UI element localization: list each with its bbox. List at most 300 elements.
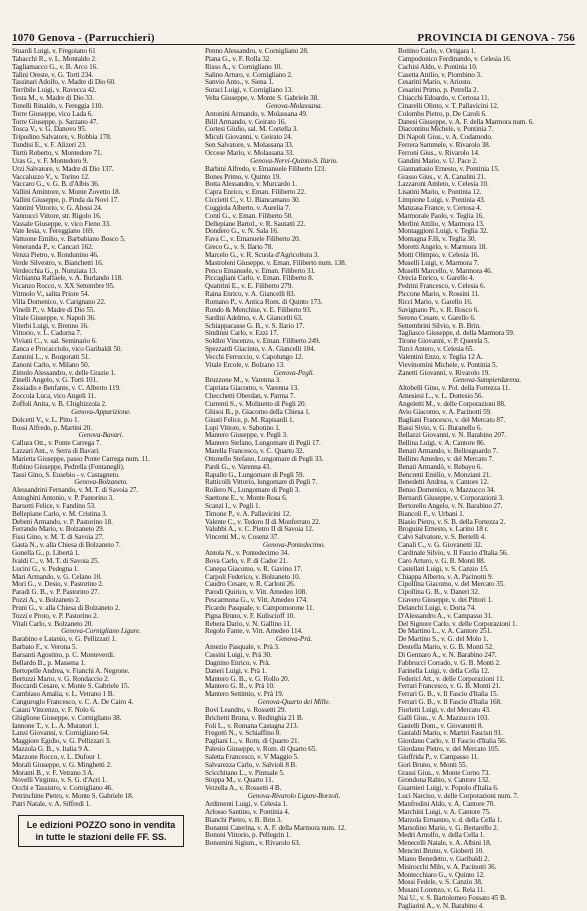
directory-entry: Antoghini Antonio, v. P. Pastorino 3.: [12, 494, 114, 503]
directory-entry: Giannattasio Ernesto, v. Pontinia 15.: [398, 164, 500, 173]
directory-entry: Coggiola Alberto, v. Aurelia 7.: [205, 203, 291, 212]
directory-entry: Bruzzone M., v. Varenna 3.: [205, 376, 281, 385]
directory-entry: Parodi Quirico, v. Vitt. Amedeo 108.: [205, 588, 307, 597]
directory-entry: Bellardo B., p. Massena 1.: [12, 658, 86, 667]
directory-entry: Maggiore Egidio, v. G. Pellizzari 3.: [12, 737, 111, 746]
directory-entry: Cipollina G. B., v. Daneri 32.: [398, 588, 480, 597]
directory-entry: Salvarezza Carlo, v. Salvioli 8 B.: [205, 760, 297, 769]
directory-entry: Caudro Cesare, v. R. Carloni 26.: [205, 580, 296, 589]
directory-entry: Marzola Ermanno, v. d. della Cella 1.: [398, 815, 503, 824]
directory-entry: Zissiadis e Benfante, v. C. Alberto 119.: [12, 384, 121, 393]
directory-entry: D'Alessandro A., v. Campasso 31.: [398, 611, 493, 620]
directory-entry: Ricci Mario, v. Garello 16.: [398, 298, 473, 306]
directory-entry: Galli Gius., v. A. Mazzucco 103.: [398, 713, 489, 722]
directory-entry: Novelli Virginio, v. S. G. d'Acri 1.: [12, 776, 107, 785]
directory-entry: Ferrari G. B., v. Il Fascio d'Italia 168.: [398, 698, 502, 707]
directory-entry: Muselli Luigi, v. Marmora 7.: [398, 258, 479, 267]
section-heading: Genova-Apparizione.: [71, 407, 131, 416]
header-left: 1070 Genova - (Parrucchieri): [12, 32, 155, 44]
directory-entry: Lupi Vittore, v. Sabotino 1.: [205, 423, 281, 432]
directory-entry: Avio Giacomo, v. A. Pacinotti 59.: [398, 407, 492, 416]
section-heading: Genova-Molassana.: [265, 101, 323, 110]
directory-entry: Montagna F.lli, v. Teglia 30.: [398, 235, 477, 244]
directory-entry: Giordano Pietro, v. del Mercato 105.: [398, 745, 500, 754]
directory-entry: Mastroleni Giuseppe, v. Eman. Filiberto num. 138.: [205, 258, 347, 267]
directory-entry: Ferrando Mario, v. Bolzaneto 29.: [12, 525, 105, 534]
directory-entry: Amezio Pasquale, v. Prà 3.: [205, 643, 280, 652]
directory-entry: Rondo & Menchise, v. E. Filiberto 93.: [205, 305, 312, 314]
directory-entry: Diacontinu Michele, v. Pontinia 7.: [398, 125, 494, 134]
directory-entry: Biancoli F., v. Urbani 1.: [398, 509, 465, 518]
directory-entry: Ferrari Francesco, v. G. B. Monti 21.: [398, 682, 501, 691]
directory-entry: Vaccaro G., v. G. B. d'Albis 36.: [12, 180, 100, 189]
directory-entry: Arlosso Santino, v. Pontinia 4.: [205, 807, 290, 816]
directory-entry: Zimolo Alessandro, v. delle Grazie 1.: [12, 368, 116, 377]
directory-entry: Roilero N., Lungomare di Pegli 3.: [205, 486, 300, 495]
directory-entry: Moretti Angelo, v. Marmora 18.: [398, 243, 487, 252]
column-1: [12, 48, 190, 847]
directory-entry: Timone P., v. A. Pallavicini 12.: [205, 509, 291, 518]
directory-entry: Montecchiaro G., v. Quinto 12.: [398, 870, 485, 879]
directory-entry: Cesarini Primo, p. Petrella 2.: [398, 86, 479, 95]
directory-entry: Occese Mario, v. Molassana 33.: [205, 148, 294, 157]
directory-entry: Mori G., v. Desio, v. Pastorino 2.: [12, 580, 104, 589]
directory-entry: Penco Emanuele, v. Eman. Filiberto 31.: [205, 266, 316, 275]
directory-entry: Guarnieri Luigi, v. Popolo d'Italia 6.: [398, 784, 499, 793]
directory-entry: Veneranda P., v. Cancari 162.: [12, 243, 94, 252]
directory-entry: Torre Giuseppe, vico Lada 6.: [12, 109, 93, 118]
directory-entry: Orecia Enrico, v. Garello 4.: [398, 274, 475, 283]
directory-entry: Pozzi A., v. Bolzaneto 2.: [12, 596, 81, 605]
directory-entry: Vattuone Emilio, v. Barbabiano Bosco 5.: [12, 235, 126, 244]
directory-entry: Mari Armando, v. G. Celano 10.: [12, 572, 102, 581]
running-header: [12, 30, 575, 45]
directory-entry: Fabbrucci Corrado, v. G. B. Monti 2.: [398, 658, 501, 667]
directory-entry: Rubino Giuseppe, Pedrella (Fontanegli).: [12, 462, 125, 471]
directory-entry: Dondero G., v. N. Sala 16.: [205, 227, 279, 236]
directory-entry: Zinelli Angelo, v. G. Torti 101.: [12, 376, 98, 385]
directory-entry: Vitale Giuseppe, v. Napoli 36.: [12, 313, 96, 322]
directory-entry: Zanoni Carlo, v. Milano 50.: [12, 360, 90, 369]
directory-entry: Mantero Settimio, v. Prà 19.: [205, 690, 284, 699]
directory-entry: Piana G., v. F. Rolla 32.: [205, 54, 271, 63]
directory-entry: Mantero G. B., v. G. Rollo 20.: [205, 674, 290, 683]
directory-entry: Bovi Leandro, v. Rossetti 29.: [205, 705, 287, 714]
directory-entry: Cesarini Mario, v. Ariosto.: [398, 78, 472, 87]
directory-entry: Barbini Alfredo, v. Emanuele Filiberto 123.: [205, 164, 326, 173]
directory-entry: Tassi Gino, S. Eusebio - v. Castagneto.: [12, 470, 120, 479]
directory-entry: Debeni Armando, v. P. Pastorino 18.: [12, 517, 113, 526]
section-heading: Genova-Bolzaneto.: [74, 478, 128, 487]
directory-entry: Bellina Luigi, v. A. Cantore 86.: [398, 439, 486, 448]
directory-entry: Ivaldi C., v. M. T. di Savoia 25.: [12, 556, 100, 565]
directory-entry: Fava C., v. Emanuele Filiberto 20.: [205, 235, 301, 244]
directory-entry: Rossi Alfredo, p. Martini 20.: [12, 423, 92, 432]
directory-entry: Bertorello Angelo, v. N. Barabino 27.: [398, 501, 503, 510]
directory-entry: Caro Arturo, v. G. B. Monti 88.: [398, 556, 486, 565]
directory-entry: Suraci Luigi, v. Cornigliano 13.: [205, 86, 293, 95]
directory-entry: Conti G., v. Eman. Filiberto 50.: [205, 211, 293, 220]
directory-entry: Vievinomini Michele, v. Pontinia 5.: [398, 360, 498, 369]
directory-entry: Lucini G., v. Pedegna 1.: [12, 564, 79, 573]
directory-entry: Iannone T., v. L. A. Muratori 1.: [12, 721, 99, 730]
directory-entry: Daneri Luigi, v. Prà 1.: [205, 666, 267, 675]
directory-entry: Tabacchi R., v. L. Montaldo 2.: [12, 54, 97, 63]
directory-entry: Turci Antero, v. Celesia 65.: [398, 345, 475, 354]
directory-entry: Bertopelle Andrea, v. Franchi A. Negrone.: [12, 666, 130, 675]
directory-entry: Morali Giuseppe, v. G. Minghetti 2.: [12, 760, 112, 769]
directory-entry: Pagliani L., v. Rom. di Quarto 21.: [205, 737, 300, 746]
directory-entry: Benedetti Andrea, v. Cantore 12.: [398, 478, 489, 487]
directory-entry: Savignano Pr., v. R. Bosco 6.: [398, 305, 479, 314]
directory-entry: Barsanti Agostino, p. C. Monteverdi.: [12, 650, 115, 659]
directory-entry: Muselli Marcello, v. Marmora 46.: [398, 266, 493, 275]
directory-entry: Piccagliani Carlo, v. Eman. Filiberto 8.: [205, 274, 314, 283]
directory-entry: Vallini Giuseppe, p. Pinda da Novi 17.: [12, 196, 119, 205]
directory-entry: Gastaldi Mario, v. Martiri Fascisti 91.: [398, 729, 503, 738]
directory-entry: Gonella G., p. Libertà 1.: [12, 549, 80, 557]
directory-entry: Petrinchine Pietro, v. Monte S. Gabriele 18.: [12, 792, 134, 801]
directory-entry: Bellepiane Carlo, v. M. Cristina 3.: [12, 509, 108, 518]
directory-entry: Vassale Giuseppe, v. vico Fieno 33.: [12, 219, 111, 228]
directory-entry: Tagliamacco G., v. B. Arco 16.: [12, 62, 98, 71]
directory-entry: Pedrini Francesco, v. Celesia 6.: [398, 282, 486, 291]
directory-entry: Grassi Gius., v. Monte Corno 73.: [398, 768, 490, 777]
directory-entry: Quattrini E., v. E. Filiberto 279.: [205, 282, 293, 291]
directory-entry: Lisatini Mario, v. Pontinia 12.: [398, 188, 482, 197]
directory-entry: Checchetti Oberdan, v. Parma 7.: [205, 392, 296, 401]
directory-entry: Capra Enrico, v. Eman. Filiberto 22.: [205, 188, 306, 197]
directory-entry: Vecchi Ferruccio, v. Capolungo 12.: [205, 352, 304, 361]
directory-entry: Mantero G. B., v. Prà 10.: [205, 682, 275, 691]
directory-entry: Boccardi Cesare, v. Monte S. Gabriele 15.: [12, 682, 130, 691]
directory-entry: Bones Primo, v. Quinto 19.: [205, 172, 281, 181]
directory-entry: Benso Domenico, v. Mazzucco 34.: [398, 486, 496, 495]
directory-entry: Nai U., v. S. Bartolomeo Fossato 45 B.: [398, 894, 507, 903]
directory-entry: Tundisi E., v. F. Alizeri 23.: [12, 141, 87, 150]
directory-entry: Antola N., v. Pontedecimo 34.: [205, 549, 290, 557]
directory-entry: Bencretti Emilio, v. Monziani 21.: [398, 470, 492, 479]
directory-entry: Currenti S., v. Molinetto di Pegli 20.: [205, 399, 307, 408]
directory-entry: Valente C., v. Tedoro II di Monferrato 22.: [205, 517, 321, 526]
directory-entry: Marsolino Mario, v. G. Bertarello 2.: [398, 823, 499, 832]
directory-entry: Tagliasco Giuseppe, d. della Marmora 59.: [398, 329, 515, 338]
directory-entry: Bonanni Caterina, v. A. F. della Marmora num. 12.: [205, 823, 346, 832]
directory-entry: Regolo Fante, v. Vitt. Amedeo 114.: [205, 627, 303, 636]
directory-entry: Talini Oreste, v. G. Torti 234.: [12, 70, 94, 79]
directory-entry: Vate Iesia, v. Fereggiano 169.: [12, 227, 95, 236]
directory-entry: Vicanzo Rocco, v. XX Settembre 95.: [12, 282, 115, 291]
section-heading: Genova-Prà.: [275, 635, 313, 644]
directory-entry: Vichianna Raffaele, v. A. Burlando 118.: [12, 274, 123, 283]
directory-entry: Stuardi Luigi, v. Fregoiano 61: [12, 47, 96, 55]
directory-entry: Manzasa France, v. Certosa 4.: [398, 203, 482, 212]
directory-entry: Bagliani Francesco, v. del Mercato 87.: [398, 415, 506, 424]
directory-entry: Medri Arnolfo, v. della Cella 1.: [398, 831, 485, 840]
directory-entry: Settembrini Silvio, v. B. Brin.: [398, 321, 481, 330]
directory-entry: Barsotti Felice, v. Fandino 53.: [12, 501, 96, 510]
directory-entry: Patri Natale, v. A. Siffredi 1.: [12, 800, 91, 808]
directory-entry: Pagliarini A., v. N. Barabino 4.: [398, 901, 484, 910]
directory-entry: Tassinari Adolfo, v. Madre di Dio 60.: [12, 78, 116, 87]
directory-entry: Campodonico Ferdinando, v. Celesia 16.: [398, 54, 512, 63]
directory-entry: Giuffrida P., v. Campasso 11.: [398, 752, 479, 761]
directory-entry: Turtù Roberto, v. Montedore 71.: [12, 148, 103, 157]
directory-entry: Urzi Salvatore, v. Madre di Dio 137.: [12, 164, 114, 173]
directory-entry: Gasta N., v. alla Chiesa di Bolzaneto 7.: [12, 541, 121, 550]
directory-entry: Sereno Cesare, v. Garello 6.: [398, 313, 476, 322]
directory-entry: Catani Vincenzo, v. F. Nolo 6.: [12, 705, 96, 714]
directory-entry: Marietta Giuseppe, passo Ponte Carrega num. 11.: [12, 454, 150, 463]
section-heading: Genova-Sampierdarena.: [452, 376, 522, 385]
directory-entry: Soldini Vincenzo, v. Eman. Filiberto 249.: [205, 337, 321, 346]
directory-entry: Canali C., v. G. Giovanetti 32.: [398, 541, 483, 550]
directory-entry: Cinarelli Olinto, v. T. Pallavicini 12.: [398, 101, 499, 110]
directory-entry: Saettone E., v. Monte Rosa 6.: [205, 494, 288, 503]
directory-entry: Cambiaso Amalia, v. L. Vetrano 1 B.: [12, 690, 115, 699]
directory-entry: Ferrera Sammele, v. Rivarolo 38.: [398, 141, 491, 150]
directory-entry: Zanetti Giovanni, v. Rivarolo 19.: [398, 368, 490, 377]
directory-entry: Tosca V., v. G. Danovo 95.: [12, 125, 87, 134]
directory-entry: Misirocchi Milo, v. A. Pacinotti 36.: [398, 862, 497, 871]
directory-entry: Torre Giuseppe, p. Sarzano 47.: [12, 117, 99, 126]
directory-entry: Gori Bruno, v. Monti 55.: [398, 760, 468, 769]
directory-entry: Federici Att., v. delle Corporazioni 11.: [398, 674, 505, 683]
directory-entry: Dagnino Enrico, v. Prà.: [205, 658, 271, 667]
directory-entry: Foli L., v. Romana Castagna 213.: [205, 721, 299, 730]
directory-entry: Ardimenti Luigi, v. Celesia 1.: [205, 800, 288, 808]
section-heading: Genova-Quarto dei Mille.: [257, 698, 331, 707]
directory-entry: Luci Narciso, v. delle Corporazioni num. 7.: [398, 792, 519, 801]
directory-entry: Verzella A., v. Rossetti 4 B.: [205, 784, 282, 793]
directory-entry: Fissi Gino, v. M. T. di Savoia 27.: [12, 533, 104, 542]
column-2: [205, 48, 383, 848]
directory-entry: Scanzi I., v. Pegli 1.: [205, 501, 261, 510]
directory-entry: Montaggioni Luigi, v. Teglia 32.: [398, 227, 489, 236]
directory-entry: Grondona Rabio, v. Cantore 132.: [398, 776, 491, 785]
directory-entry: Risso A., v. Cornigliano 10.: [205, 62, 282, 71]
directory-entry: Del Signore Carlo, v. delle Corporazioni 1.: [398, 619, 518, 628]
directory-entry: Danesi Giuseppe, v. A. F. della Marmora num. 6.: [398, 117, 534, 126]
directory-entry: Zoffoli Anita, v. B. Chighizzola 2.: [12, 399, 107, 408]
directory-entry: Cachisi Aldo, v. Pontinia 10.: [398, 62, 478, 71]
directory-entry: Zannini L., v. Borgoratti 51.: [12, 352, 90, 361]
directory-entry: Picardo Pasquale, v. Campomorone 11.: [205, 603, 315, 612]
notice-line-2: in tutte le stazioni delle FF. SS.: [35, 831, 167, 842]
directory-entry: Chiappa Alberto, v. A. Pacinotti 9.: [398, 572, 494, 581]
directory-entry: Ghisoi B., p. Giacomo della Chiesa 1.: [205, 407, 311, 416]
column-3: [398, 48, 576, 911]
directory-entry: Mossi Fedele, v. S. Canzio 38.: [398, 878, 483, 887]
directory-entry: Vitmolo V., salita Priore 54.: [12, 290, 90, 299]
directory-entry: Capriata Giacomo, v. Varenna 13.: [205, 384, 299, 393]
directory-entry: Musani Lorenzo, v. G. Rela 11.: [398, 886, 486, 895]
directory-entry: Lazzaroni Amleto, v. Celesia 10.: [398, 180, 489, 189]
directory-entry: Occhi e Tassistro, v. Cornigliano 46.: [12, 784, 113, 793]
directory-entry: Mantero Giuseppe, v. Pegli 3.: [205, 431, 288, 440]
directory-entry: Villa Domenico, v. Carignano 22.: [12, 298, 106, 306]
directory-entry: Manfredini Aldo, v. A. Cantore 70.: [398, 800, 495, 808]
directory-entry: Viviani C., v. sal. Seminario 6.: [12, 337, 97, 346]
directory-entry: Dellepiane Bartol., v. R. Sautatti 22.: [205, 219, 306, 228]
directory-entry: Carpoli Federico, v. Bolzaneto 10.: [205, 572, 301, 581]
directory-entry: Moranti B., v. F. Vetrano 3 A.: [12, 768, 94, 777]
directory-entry: Botta Alessandro, v. Murcardo 1.: [205, 180, 297, 189]
directory-entry: Altobelli Gino, v. Pol. della Fortezza 11.: [398, 384, 511, 393]
directory-entry: Cravero Giuseppe, v. dei Pittori 1.: [398, 596, 493, 605]
directory-entry: Merlini Attilio, v. Marmora 13.: [398, 219, 485, 228]
directory-entry: Lazzari Ant., v. Serra di Bavari.: [12, 447, 100, 456]
directory-entry: Di Gennaro A., v. N. Barabino 247.: [398, 650, 497, 659]
directory-entry: Grasso Gius., v. A. Canalini 21.: [398, 172, 486, 181]
directory-entry: Ciccietti C., v. U. Biancamano 30.: [205, 196, 301, 205]
directory-entry: Bellazzi Giovanni, v. N. Barabino 207.: [398, 431, 507, 440]
directory-entry: Ghiglione Giuseppe, v. Cornigliano 38.: [12, 713, 122, 722]
directory-entry: Verde Silvestro, v. Bianchetti 16.: [12, 258, 104, 267]
directory-entry: Stoppa M., v. Quarto 11.: [205, 776, 274, 785]
directory-entry: Pruni G., v. alla Chiesa di Bolzaneto 2.: [12, 603, 120, 612]
directory-entry: Bilil Armando, v. Geirato 16.: [205, 117, 287, 126]
directory-entry: Scicchitano L., v. Pintuale 5.: [205, 768, 285, 777]
directory-entry: Cipollina Giacomo, v. del Mercato 35.: [398, 580, 505, 589]
directory-entry: Mazzola G. B., v. Italia 9 A.: [12, 745, 90, 754]
directory-entry: Sanvio Anto., v. Siena 1.: [205, 78, 274, 87]
directory-entry: Spezzardi Giacinto, v. A. Giancelli 104.: [205, 345, 316, 354]
directory-entry: Lanzi Giovanni, v. Cornigliano 64.: [12, 729, 109, 738]
directory-entry: Valubbi A., v. C. Pietro II di Savoia 12.: [205, 525, 314, 534]
directory-entry: Sindinni Carlo, v. Ezzi 17.: [205, 329, 279, 338]
directory-entry: Bova Carlo, v. P. di Cador 21.: [205, 556, 288, 565]
directory-entry: Marella Francesco, v. C. Quarto 32.: [205, 447, 305, 456]
section-heading: Genova-Pegli.: [273, 368, 315, 377]
directory-entry: Vannini Vittorio, v. G. Alessi 24.: [12, 203, 103, 212]
directory-entry: Mencini Bruno, v. Giobertì 10.: [398, 847, 484, 856]
directory-entry: Colombo Pietro, p. De Caroli 6.: [398, 109, 487, 118]
directory-entry: Greco G., v. S. Ilario 78.: [205, 243, 273, 252]
directory-entry: Benati Armandò, v. Rebayo 6.: [398, 462, 482, 471]
directory-entry: Tonelli Rinaldo, v. Fereggia 110.: [12, 101, 104, 110]
directory-entry: Vannucci Vittore, str. Rigolo 16.: [12, 211, 102, 220]
directory-entry: Ottonello Stefano, Lungomare di Pegli 33.: [205, 454, 324, 463]
directory-entry: Pescarmona G., v. Vitt. Amedeo 174.: [205, 596, 308, 605]
directory-entry: Palesio Giuseppe, v. Rom. di Quarto 65.: [205, 745, 317, 754]
directory-entry: Paradi G. B., v. P. Pastorino 27.: [12, 588, 100, 597]
directory-entry: Zoccola Luca, vico Angeli 11.: [12, 392, 96, 401]
directory-entry: Gandini Mario, v. U. Pace 2.: [398, 156, 478, 165]
directory-entry: Salino Arturo, v. Cornigliano 2.: [205, 70, 293, 79]
directory-entry: Vaccaluzzo V., v. Torino 12.: [12, 172, 90, 181]
directory-entry: Piccone Mario, v. Rossini 11.: [398, 290, 480, 299]
directory-entry: Bononi Vittorio, p. Pellegrin 1.: [205, 831, 291, 840]
directory-entry: Bassi Sivio, v. G. Buranello 6.: [398, 423, 483, 432]
directory-entry: Pigna Bruno, v. F. Kuliscioff 10.: [205, 611, 295, 620]
directory-entry: Mazzone Rocco, v. L. Dufour 1.: [12, 752, 102, 761]
directory-entry: Rapallo G., Lungomare di Pegli 59.: [205, 470, 305, 479]
directory-entry: Bernardi Giuseppe, v. Corporazioni 3.: [398, 494, 504, 503]
directory-entry: Bertuzzi Mario, v. G. Rondaccio 2.: [12, 674, 110, 683]
directory-entry: Fiorletti Luigi, v. del Mercato 43.: [398, 705, 491, 714]
section-heading: Genova-Cornigliano Ligure.: [61, 627, 141, 636]
directory-entry: Barbato F., v. Verona 5.: [12, 643, 78, 652]
directory-entry: Giusti Felice, p. M. Rapisardi 1.: [205, 415, 295, 424]
directory-entry: Bottino Carlo, v. Ortigara 1.: [398, 47, 476, 55]
directory-entry: Gastelli Dom., v. Giovanetti 8.: [398, 721, 484, 730]
directory-entry: Saletta Francesco, v. V Maggio 5.: [205, 752, 299, 761]
directory-entry: Casetta Attilio, v. Piombino 3.: [398, 70, 482, 79]
directory-entry: Pardi G., v. Varenna 43.: [205, 462, 272, 471]
directory-entry: Tripodino Salvatore, v. Robbia 178.: [12, 133, 112, 142]
directory-entry: Callura Ott., v. Ponte Carrega 7.: [12, 439, 102, 448]
directory-entry: Calvi Salvatore, v. S. Bertelli 4.: [398, 533, 486, 542]
directory-entry: Tozzi e Proto, v. P. Pastorino 2.: [12, 611, 99, 620]
directory-entry: Amesiesi L., v. L. Dottesio 56.: [398, 392, 484, 401]
section-heading: Genova-Pontedecimo.: [262, 541, 326, 550]
directory-entry: Romano P., v. Antica Rom. di Quinto 173.: [205, 298, 323, 306]
directory-entry: Terribile Luigi, v. Ravecca 42.: [12, 86, 97, 95]
directory-entry: Ratticolli Vittorio, lungomare di Pegli 7.: [205, 478, 318, 487]
directory-entry: Canguroglo Francesco, v. C. A. De Cairo 4.: [12, 698, 134, 707]
directory-entry: Testa M., v. Madre di Dio 33.: [12, 94, 94, 103]
directory-entry: Vitale Ercole, v. Bolzano 13.: [205, 360, 285, 369]
directory-entry: Sen Salvatore, v. Molassana 33.: [205, 141, 294, 150]
directory-entry: Viterbi Luigi, v. Brenno 16.: [12, 321, 89, 330]
directory-entry: Cardinale Silvio, v. Il Fascio d'Italia 56.: [398, 549, 509, 557]
section-heading: Genova-Rivarolo Ligure-Borzoli.: [247, 792, 341, 801]
directory-entry: Schiappacasse G. B., v. S. Ilario 17.: [205, 321, 305, 330]
directory-entry: Marchini Luigi, v. A. Cantore 75.: [398, 807, 491, 816]
directory-entry: Vitali Carlo, v. Bolzaneto 20.: [12, 619, 93, 628]
notice-line-1: Le edizioni POZZO sono in vendita: [26, 819, 176, 830]
directory-entry: Sardini Adelmo, v. A. Giancelli 63.: [205, 313, 303, 322]
directory-entry: Marcelo G., v. R. Scuola d'Agricoltura 3.: [205, 250, 319, 259]
directory-entry: Angeletti M., v. delle Corporazioni 88.: [398, 399, 506, 408]
directory-entry: Farinella Luigi, v. della Cella 12.: [398, 666, 490, 675]
directory-entry: Dolcetti V., v. L. Pitto 1.: [12, 415, 80, 424]
directory-entry: Bellino Amedeo, v. del Mercato 7.: [398, 454, 494, 463]
directory-entry: Rebera Dario, v. N. Gallino 11.: [205, 619, 292, 628]
directory-entry: Miano Benedetto, v. Garibaldi 2.: [398, 854, 490, 863]
directory-entry: Motti Olimpio, v. Celesia 16.: [398, 250, 480, 259]
directory-entry: Alessandrini Fernando, v. M. T. di Savoia 27.: [12, 486, 139, 495]
directory-entry: Cassini Luigi, v. Prà 30.: [205, 650, 272, 659]
directory-entry: Destefla Mario, v. G. B. Monti 52.: [398, 643, 494, 652]
directory-entry: Penno Alessandro, v. Cornigliano 28.: [205, 47, 309, 55]
directory-entry: Fregotti N., v. Schiaffino 8.: [205, 729, 281, 738]
directory-entry: De Martino S., v. G. del Molo 1.: [398, 635, 489, 644]
directory-entry: Velta Giuseppe, v. Monte S. Gabriele 38.: [205, 94, 319, 103]
directory-entry: Tirone Giovanni, v. P. Querela 5.: [398, 337, 490, 346]
directory-entry: Di Napoli Gius., v. A. Codamodo.: [398, 133, 493, 142]
section-heading: Genova-Bavari.: [78, 431, 124, 440]
directory-entry: Brichetti Bruna, v. Redinghia 21 B.: [205, 713, 304, 722]
directory-entry: Menecelli Natale, v. A. Albini 18.: [398, 839, 492, 848]
directory-entry: Ferroni Gius., v. Rivarolo 14.: [398, 148, 480, 157]
directory-entry: Cortesi Giulio, sal. M. Cortella 3.: [205, 125, 298, 134]
directory-entry: Bonomini Sigism., v. Rivarolo 63.: [205, 839, 301, 848]
directory-entry: Ferrari G. B., v. Il Fascio d'Italia 15.: [398, 690, 499, 699]
directory-entry: Vallini Amintore, v. Monte Zovetto 18.: [12, 188, 121, 197]
directory-entry: De Martino L., v. A. Cantore 251.: [398, 627, 492, 636]
directory-entry: Chiacchi Edoardo, v. Certosa 11.: [398, 94, 490, 103]
directory-entry: Antonini Armando, v. Molassana 49.: [205, 109, 308, 118]
directory-entry: Miculi Giovanni, v. Geirato 24.: [205, 133, 293, 142]
directory-entry: Canepa Giacomo, v. R. Gavino 17.: [205, 564, 303, 573]
directory-entry: Giordano Carlo, v. Il Fascio d'Italia 56.: [398, 737, 507, 746]
directory-entry: Marmorale Paolo, v. Teglia 16.: [398, 211, 484, 220]
directory-entry: Verdecchia G., p. Nunziata 13.: [12, 266, 98, 275]
directory-entry: Vittorio, v. L. Cadorna 7.: [12, 329, 82, 338]
directory-entry: Mantero Stefano, Lungomare di Pegli 17.: [205, 439, 321, 448]
